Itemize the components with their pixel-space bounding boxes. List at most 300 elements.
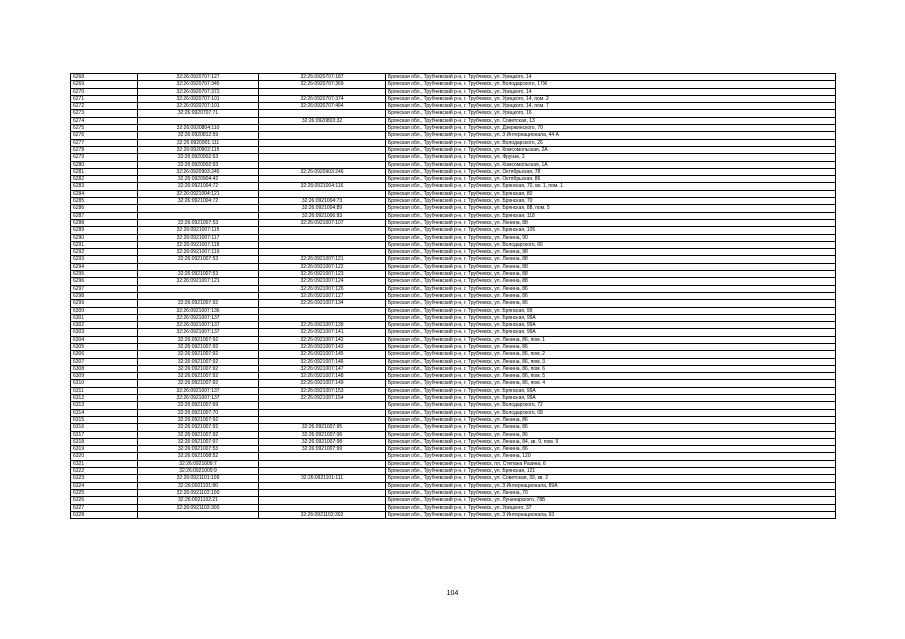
table-row [71, 365, 836, 372]
address-cell: Брянская обл., Трубчевский р-н, г. Трубчевск, ул. Ленина, 86 [386, 343, 836, 350]
row-number-cell: 6289 [71, 227, 138, 234]
row-number-cell: 6322 [71, 468, 138, 475]
table-row [71, 395, 836, 402]
row-number-cell: 6307 [71, 358, 138, 365]
address-cell: Брянская обл., Трубчевский р-н, г. Трубчевск, ул. Брянская, 99А [386, 387, 836, 394]
address-cell: Брянская обл., Трубчевский р-н, г. Трубчевск, ул. Ленина, 88 [386, 256, 836, 263]
table-row [71, 431, 836, 438]
row-number-cell: 6308 [71, 365, 138, 372]
registry-table [70, 73, 836, 519]
cadastral-number-cell [138, 117, 259, 124]
row-number-cell: 6292 [71, 249, 138, 256]
cadastral-number-cell: 32:26:0920707:127 [138, 74, 259, 81]
table-row [71, 234, 836, 241]
row-number-cell: 6284 [71, 190, 138, 197]
object-number-cell: 32:26:0921007:142 [259, 336, 386, 343]
object-number-cell: 32:26:0921102:302 [259, 511, 386, 518]
table-row [71, 285, 836, 292]
row-number-cell: 6305 [71, 343, 138, 350]
object-number-cell: 32:26:0921007:153 [259, 387, 386, 394]
table-row [71, 205, 836, 212]
cadastral-number-cell: 32:26:0921007:137 [138, 314, 259, 321]
object-number-cell [259, 249, 386, 256]
address-cell: Брянская обл., Трубчевский р-н, г. Трубчевск, ул. Брянская, 99А [386, 322, 836, 329]
object-number-cell [259, 307, 386, 314]
table-row [71, 402, 836, 409]
object-number-cell [259, 110, 386, 117]
table-row [71, 256, 836, 263]
address-cell: Брянская обл., Трубчевский р-н, г. Трубчевск, ул. Ленина, 88 [386, 263, 836, 270]
row-number-cell: 6286 [71, 205, 138, 212]
object-number-cell: 32:26:0921007:146 [259, 358, 386, 365]
object-number-cell: 32:26:0921007:141 [259, 329, 386, 336]
cadastral-number-cell: 32:26:0921007:137 [138, 395, 259, 402]
object-number-cell: 32:26:0920903:246 [259, 168, 386, 175]
cadastral-number-cell: 32:26:0921007:117 [138, 234, 259, 241]
cadastral-number-cell: 32:26:0921007:53 [138, 446, 259, 453]
object-number-cell: 32:26:0921101:111 [259, 475, 386, 482]
object-number-cell [259, 146, 386, 153]
table-row [71, 132, 836, 139]
cadastral-number-cell: 32:26:0921007:92 [138, 336, 259, 343]
object-number-cell: 32:26:0920707:187 [259, 74, 386, 81]
object-number-cell: 32:26:0921007:98 [259, 438, 386, 445]
cadastral-number-cell: 32:26:0921007:97 [138, 438, 259, 445]
row-number-cell: 6291 [71, 241, 138, 248]
object-number-cell: 32:26:0921007:124 [259, 278, 386, 285]
cadastral-number-cell: 32:26:0921004:72 [138, 183, 259, 190]
row-number-cell: 6275 [71, 125, 138, 132]
cadastral-number-cell: 32:26:0921009:7 [138, 460, 259, 467]
address-cell: Брянская обл., Трубчевский р-н, г. Трубчевск, ул. Ленина, 86, пом. 6 [386, 365, 836, 372]
object-number-cell: 32:26:0921004:89 [259, 205, 386, 212]
table-row [71, 511, 836, 518]
table-row [71, 139, 836, 146]
object-number-cell: 32:26:0921006:93 [259, 212, 386, 219]
address-cell: Брянская обл., Трубчевский р-н, г. Трубчевск, ул. Дзержинского, 70 [386, 125, 836, 132]
row-number-cell: 6274 [71, 117, 138, 124]
row-number-cell: 6319 [71, 446, 138, 453]
cadastral-number-cell: 32:26:0921007:92 [138, 416, 259, 423]
address-cell: Брянская обл., Трубчевский р-н, г. Трубчевск, ул. Ленина, 84, кв. 9, пом. 9 [386, 438, 836, 445]
row-number-cell: 6312 [71, 395, 138, 402]
table-row [71, 249, 836, 256]
address-cell: Брянская обл., Трубчевский р-н, г. Трубчевск, ул. Брянская, 118 [386, 212, 836, 219]
row-number-cell: 6280 [71, 161, 138, 168]
address-cell: Брянская обл., Трубчевский р-н, г. Трубчевск, ул. Володарского, 66 [386, 241, 836, 248]
row-number-cell: 6306 [71, 351, 138, 358]
row-number-cell: 6324 [71, 482, 138, 489]
table-row [71, 241, 836, 248]
cadastral-number-cell: 32:26:0920902:115 [138, 146, 259, 153]
table-row [71, 74, 836, 81]
object-number-cell: 32:26:0921007:107 [259, 219, 386, 226]
table-row [71, 146, 836, 153]
address-cell: Брянская обл., Трубчевский р-н, г. Трубчевск, ул. Брянская, 121 [386, 468, 836, 475]
row-number-cell: 6323 [71, 475, 138, 482]
cadastral-number-cell: 32:26:0921007:92 [138, 380, 259, 387]
cadastral-number-cell: 32:26:0921007:69 [138, 402, 259, 409]
table-row [71, 292, 836, 299]
address-cell: Брянская обл., Трубчевский р-н, г. Трубчевск, ул. Брянская, 99А [386, 314, 836, 321]
table-row [71, 424, 836, 431]
address-cell: Брянская обл., Трубчевский р-н, г. Трубчевск, ул. Советская, 39, кв. 2 [386, 475, 836, 482]
cadastral-number-cell [138, 511, 259, 518]
table-row [71, 125, 836, 132]
object-number-cell: 32:26:0921007:123 [259, 271, 386, 278]
cadastral-number-cell: 32:26:0920707:71 [138, 110, 259, 117]
object-number-cell: 32:26:0921004:73 [259, 198, 386, 205]
object-number-cell [259, 132, 386, 139]
table-row [71, 190, 836, 197]
address-cell: Брянская обл., Трубчевский р-н, г. Трубчевск, ул. Фрунзе, 2 [386, 154, 836, 161]
page-number: 104 [446, 590, 459, 597]
object-number-cell: 32:26:0921007:99 [259, 446, 386, 453]
table-row [71, 482, 836, 489]
address-cell: Брянская обл., Трубчевский р-н, г. Трубчевск, ул. Комсомольская, 1А [386, 161, 836, 168]
object-number-cell [259, 468, 386, 475]
object-number-cell: 32:26:0921007:126 [259, 285, 386, 292]
row-number-cell: 6269 [71, 81, 138, 88]
cadastral-number-cell: 32:26:0921007:53 [138, 256, 259, 263]
table-row [71, 460, 836, 467]
address-cell: Брянская обл., Трубчевский р-н, г. Трубчевск, ул. Брянская, 99 [386, 307, 836, 314]
cadastral-number-cell: 32:26:0921102:300 [138, 504, 259, 511]
table-row [71, 351, 836, 358]
object-number-cell: 32:26:0920707:464 [259, 103, 386, 110]
address-cell: Брянская обл., Трубчевский р-н, г. Трубчевск, ул. Брянская, 80 [386, 190, 836, 197]
table-row [71, 263, 836, 270]
row-number-cell: 6313 [71, 402, 138, 409]
object-number-cell: 32:26:0921007:122 [259, 263, 386, 270]
table-row [71, 300, 836, 307]
cadastral-number-cell: 32:26:0921007:136 [138, 307, 259, 314]
cadastral-number-cell: 32:26:0921007:92 [138, 365, 259, 372]
address-cell: Брянская обл., Трубчевский р-н, г. Трубчевск, ул. Брянская, 70, кв. 1, пом. 1 [386, 183, 836, 190]
table-row [71, 314, 836, 321]
cadastral-number-cell: 32:26:0921007:53 [138, 271, 259, 278]
table-row [71, 117, 836, 124]
table-row [71, 329, 836, 336]
address-cell: Брянская обл., Трубчевский р-н, г. Трубчевск, ул. Ленина, 88 [386, 278, 836, 285]
cadastral-number-cell [138, 212, 259, 219]
row-number-cell: 6301 [71, 314, 138, 321]
object-number-cell: 32:26:0921007:95 [259, 424, 386, 431]
table-row [71, 110, 836, 117]
row-number-cell: 6327 [71, 504, 138, 511]
row-number-cell: 6270 [71, 88, 138, 95]
object-number-cell [259, 88, 386, 95]
table-row [71, 387, 836, 394]
cadastral-number-cell: 32:26:0921007:92 [138, 351, 259, 358]
address-cell: Брянская обл., Трубчевский р-н, г. Трубчевск, ул. Ленина, 86 [386, 424, 836, 431]
row-number-cell: 6321 [71, 460, 138, 467]
address-cell: Брянская обл., Трубчевский р-н, г. Трубчевск, ул. Брянская, 105 [386, 227, 836, 234]
cadastral-number-cell: 32:26:0920707:101 [138, 103, 259, 110]
address-cell: Брянская обл., Трубчевский р-н, г. Трубчевск, ул. 3 Интернационала, 44 А [386, 132, 836, 139]
row-number-cell: 6298 [71, 292, 138, 299]
cadastral-number-cell: 32:26:0921007:92 [138, 431, 259, 438]
table-row [71, 219, 836, 226]
object-number-cell [259, 234, 386, 241]
cadastral-number-cell: 32:26:0920904:42 [138, 176, 259, 183]
address-cell: Брянская обл., Трубчевский р-н, г. Трубчевск, ул. Советская, 13 [386, 117, 836, 124]
table-row [71, 271, 836, 278]
address-cell: Брянская обл., Трубчевский р-н, г. Трубчевск, ул. Ленина, 86 [386, 446, 836, 453]
object-number-cell: 32:26:0921007:127 [259, 292, 386, 299]
row-number-cell: 6272 [71, 103, 138, 110]
table-row [71, 278, 836, 285]
address-cell: Брянская обл., Трубчевский р-н, г. Трубчевск, ул. Ленина, 86, пом. 3 [386, 358, 836, 365]
address-cell: Брянская обл., Трубчевский р-н, г. Трубчевск, ул. Ленина, 88 [386, 271, 836, 278]
row-number-cell: 6303 [71, 329, 138, 336]
cadastral-number-cell: 32:26:0921007:121 [138, 278, 259, 285]
address-cell: Брянская обл., Трубчевский р-н, г. Трубчевск, ул. Ленина, 86 [386, 300, 836, 307]
object-number-cell [259, 504, 386, 511]
cadastral-number-cell: 32:26:0920707:345 [138, 81, 259, 88]
address-cell: Брянская обл., Трубчевский р-н, г. Трубчевск, ул. Брянская, 88, пом. 5 [386, 205, 836, 212]
row-number-cell: 6320 [71, 453, 138, 460]
row-number-cell: 6295 [71, 271, 138, 278]
cadastral-number-cell: 32:26:0920812:59 [138, 132, 259, 139]
address-cell: Брянская обл., Трубчевский р-н, г. Трубчевск, ул. Октябрьская, 78 [386, 168, 836, 175]
table-row [71, 416, 836, 423]
object-number-cell [259, 227, 386, 234]
registry-table-body [71, 74, 836, 519]
row-number-cell: 6317 [71, 431, 138, 438]
address-cell: Брянская обл., Трубчевский р-н, г. Трубчевск, ул. Урицкого, 14, пом. 7 [386, 103, 836, 110]
object-number-cell [259, 161, 386, 168]
address-cell: Брянская обл., Трубчевский р-н, г. Трубчевск, ул. Октябрьская, 86 [386, 176, 836, 183]
row-number-cell: 6294 [71, 263, 138, 270]
cadastral-number-cell: 32:26:0921007:70 [138, 409, 259, 416]
table-row [71, 88, 836, 95]
cadastral-number-cell: 32:26:0921008:52 [138, 453, 259, 460]
cadastral-number-cell: 32:26:0921007:53 [138, 219, 259, 226]
address-cell: Брянская обл., Трубчевский р-н, г. Трубчевск, ул. Брянская, 99А [386, 395, 836, 402]
row-number-cell: 6314 [71, 409, 138, 416]
address-cell: Брянская обл., Трубчевский р-н, г. Трубчевск, ул. 3 Интернационала, 93 [386, 511, 836, 518]
row-number-cell: 6304 [71, 336, 138, 343]
cadastral-number-cell: 32:26:0920804:110 [138, 125, 259, 132]
row-number-cell: 6279 [71, 154, 138, 161]
cadastral-number-cell: 32:26:0920903:245 [138, 168, 259, 175]
row-number-cell: 6277 [71, 139, 138, 146]
table-row [71, 446, 836, 453]
table-row [71, 307, 836, 314]
table-row [71, 453, 836, 460]
object-number-cell: 32:26:0921007:121 [259, 256, 386, 263]
cadastral-number-cell: 32:26:0921007:137 [138, 387, 259, 394]
object-number-cell [259, 154, 386, 161]
row-number-cell: 6315 [71, 416, 138, 423]
address-cell: Брянская обл., Трубчевский р-н, г. Трубчевск, ул. Комсомольская, 2А [386, 146, 836, 153]
cadastral-number-cell: 32:26:0921007:137 [138, 329, 259, 336]
object-number-cell [259, 139, 386, 146]
address-cell: Брянская обл., Трубчевский р-н, г. Трубчевск, ул. Ленина, 86 [386, 431, 836, 438]
address-cell: Брянская обл., Трубчевский р-н, г. Трубчевск, ул. Ленина, 86 [386, 416, 836, 423]
table-row [71, 168, 836, 175]
object-number-cell: 32:26:0921004:116 [259, 183, 386, 190]
cadastral-number-cell: 32:26:0921004:121 [138, 190, 259, 197]
address-cell: Брянская обл., Трубчевский р-н, г. Трубчевск, ул. Луначарского, 78Б [386, 497, 836, 504]
object-number-cell [259, 409, 386, 416]
object-number-cell: 32:26:0921007:149 [259, 380, 386, 387]
address-cell: Брянская обл., Трубчевский р-н, г. Трубчевск, ул. Ленина, 86 [386, 292, 836, 299]
address-cell: Брянская обл., Трубчевский р-н, г. Трубчевск, ул. Ленина, 90 [386, 234, 836, 241]
address-cell: Брянская обл., Трубчевский р-н, г. Трубчевск, ул. Урицкого, 14, пом. 2 [386, 95, 836, 102]
table-row [71, 198, 836, 205]
row-number-cell: 6318 [71, 438, 138, 445]
address-cell: Брянская обл., Трубчевский р-н, г. Трубчевск, ул. Володарского, 72 [386, 402, 836, 409]
address-cell: Брянская обл., Трубчевский р-н, г. Трубчевск, ул. Ленина, 86 [386, 285, 836, 292]
row-number-cell: 6282 [71, 176, 138, 183]
cadastral-number-cell: 32:26:0921004:72 [138, 198, 259, 205]
row-number-cell: 6290 [71, 234, 138, 241]
object-number-cell: 32:26:0921007:148 [259, 373, 386, 380]
row-number-cell: 6302 [71, 322, 138, 329]
cadastral-number-cell: 32:26:0921101:80 [138, 482, 259, 489]
address-cell: Брянская обл., Трубчевский р-н, г. Трубчевск, ул. 3 Интернационала, 89А [386, 482, 836, 489]
row-number-cell: 6325 [71, 489, 138, 496]
object-number-cell [259, 460, 386, 467]
object-number-cell: 32:26:0921007:145 [259, 351, 386, 358]
cadastral-number-cell: 32:26:0921007:92 [138, 424, 259, 431]
cadastral-number-cell: 32:26:0921009:9 [138, 468, 259, 475]
table-row [71, 358, 836, 365]
object-number-cell [259, 125, 386, 132]
address-cell: Брянская обл., Трубчевский р-н, г. Трубчевск, ул. Володарского, 17Ж [386, 81, 836, 88]
table-row [71, 343, 836, 350]
row-number-cell: 6273 [71, 110, 138, 117]
table-row [71, 336, 836, 343]
object-number-cell: 32:26:0921007:147 [259, 365, 386, 372]
address-cell: Брянская обл., Трубчевский р-н, г. Трубчевск, ул. Ленина, 86, пом. 2 [386, 351, 836, 358]
address-cell: Брянская обл., Трубчевский р-н, г. Трубчевск, ул. Ленина, 98 [386, 249, 836, 256]
table-row [71, 81, 836, 88]
table-row [71, 409, 836, 416]
cadastral-number-cell: 32:26:0920902:93 [138, 161, 259, 168]
row-number-cell: 6326 [71, 497, 138, 504]
table-row [71, 154, 836, 161]
row-number-cell: 6311 [71, 387, 138, 394]
address-cell: Брянская обл., Трубчевский р-н, г. Трубчевск, ул. Брянская, 99А [386, 329, 836, 336]
cadastral-number-cell: 32:26:0920707:372 [138, 88, 259, 95]
row-number-cell: 6296 [71, 278, 138, 285]
cadastral-number-cell: 32:26:0921007:92 [138, 300, 259, 307]
object-number-cell [259, 416, 386, 423]
row-number-cell: 6297 [71, 285, 138, 292]
cadastral-number-cell: 32:26:0920901:111 [138, 139, 259, 146]
row-number-cell: 6276 [71, 132, 138, 139]
object-number-cell: 32:26:0921007:154 [259, 395, 386, 402]
table-row [71, 438, 836, 445]
object-number-cell: 32:26:0921007:139 [259, 322, 386, 329]
cadastral-number-cell: 32:26:0921007:92 [138, 358, 259, 365]
object-number-cell: 32:26:0921007:134 [259, 300, 386, 307]
object-number-cell [259, 402, 386, 409]
object-number-cell [259, 482, 386, 489]
row-number-cell: 6310 [71, 380, 138, 387]
table-row [71, 475, 836, 482]
cadastral-number-cell: 32:26:0921101:109 [138, 475, 259, 482]
cadastral-number-cell: 32:26:0920902:63 [138, 154, 259, 161]
address-cell: Брянская обл., Трубчевский р-н, г. Трубчевск, ул. Урицкого, 14 [386, 88, 836, 95]
cadastral-number-cell [138, 292, 259, 299]
cadastral-number-cell: 32:26:0921102:100 [138, 489, 259, 496]
cadastral-number-cell: 32:26:0921102:21 [138, 497, 259, 504]
object-number-cell: 32:26:0920707:374 [259, 95, 386, 102]
address-cell: Брянская обл., Трубчевский р-н, г. Трубчевск, ул. Ленина, 86, пом. 5 [386, 373, 836, 380]
row-number-cell: 6285 [71, 198, 138, 205]
address-cell: Брянская обл., Трубчевский р-н, г. Трубчевск, ул. Ленина, 88 [386, 219, 836, 226]
table-row [71, 489, 836, 496]
table-row [71, 380, 836, 387]
address-cell: Брянская обл., Трубчевский р-н, г. Трубчевск, ул. Урицкого, 16 [386, 110, 836, 117]
cadastral-number-cell: 32:26:0921007:137 [138, 322, 259, 329]
cadastral-number-cell: 32:26:0921007:118 [138, 241, 259, 248]
row-number-cell: 6316 [71, 424, 138, 431]
address-cell: Брянская обл., Трубчевский р-н, г. Трубчевск, пл. Степана Разина, 6 [386, 460, 836, 467]
address-cell: Брянская обл., Трубчевский р-н, г. Трубчевск, ул. Ленина, 86, пом. 4 [386, 380, 836, 387]
object-number-cell [259, 497, 386, 504]
cadastral-number-cell: 32:26:0921007:92 [138, 343, 259, 350]
object-number-cell [259, 190, 386, 197]
address-cell: Брянская обл., Трубчевский р-н, г. Трубчевск, ул. Ленина, 120 [386, 453, 836, 460]
table-row [71, 504, 836, 511]
row-number-cell: 6287 [71, 212, 138, 219]
row-number-cell: 6309 [71, 373, 138, 380]
object-number-cell [259, 489, 386, 496]
row-number-cell: 6299 [71, 300, 138, 307]
cadastral-number-cell: 32:26:0920707:101 [138, 95, 259, 102]
object-number-cell: 32:26:0920707:369 [259, 81, 386, 88]
object-number-cell [259, 314, 386, 321]
object-number-cell [259, 241, 386, 248]
row-number-cell: 6328 [71, 511, 138, 518]
cadastral-number-cell [138, 263, 259, 270]
row-number-cell: 6278 [71, 146, 138, 153]
address-cell: Брянская обл., Трубчевский р-н, г. Трубчевск, ул. Урицкого, 37 [386, 504, 836, 511]
object-number-cell: 32:26:0921007:143 [259, 343, 386, 350]
row-number-cell: 6268 [71, 74, 138, 81]
table-row [71, 468, 836, 475]
object-number-cell: 32:26:0921007:96 [259, 431, 386, 438]
cadastral-number-cell [138, 285, 259, 292]
table-row [71, 103, 836, 110]
table-row [71, 161, 836, 168]
object-number-cell [259, 176, 386, 183]
address-cell: Брянская обл., Трубчевский р-н, г. Трубчевск, ул. Ленина, 70 [386, 489, 836, 496]
table-row [71, 176, 836, 183]
object-number-cell: 32:26:0920803:32 [259, 117, 386, 124]
cadastral-number-cell [138, 205, 259, 212]
object-number-cell [259, 453, 386, 460]
address-cell: Брянская обл., Трубчевский р-н, г. Трубчевск, ул. Володарского, 26 [386, 139, 836, 146]
cadastral-number-cell: 32:26:0921007:119 [138, 249, 259, 256]
table-row [71, 373, 836, 380]
row-number-cell: 6288 [71, 219, 138, 226]
table-row [71, 227, 836, 234]
table-row [71, 497, 836, 504]
table-row [71, 95, 836, 102]
row-number-cell: 6283 [71, 183, 138, 190]
table-row [71, 322, 836, 329]
cadastral-number-cell: 32:26:0921007:115 [138, 227, 259, 234]
row-number-cell: 6271 [71, 95, 138, 102]
table-row [71, 212, 836, 219]
row-number-cell: 6293 [71, 256, 138, 263]
